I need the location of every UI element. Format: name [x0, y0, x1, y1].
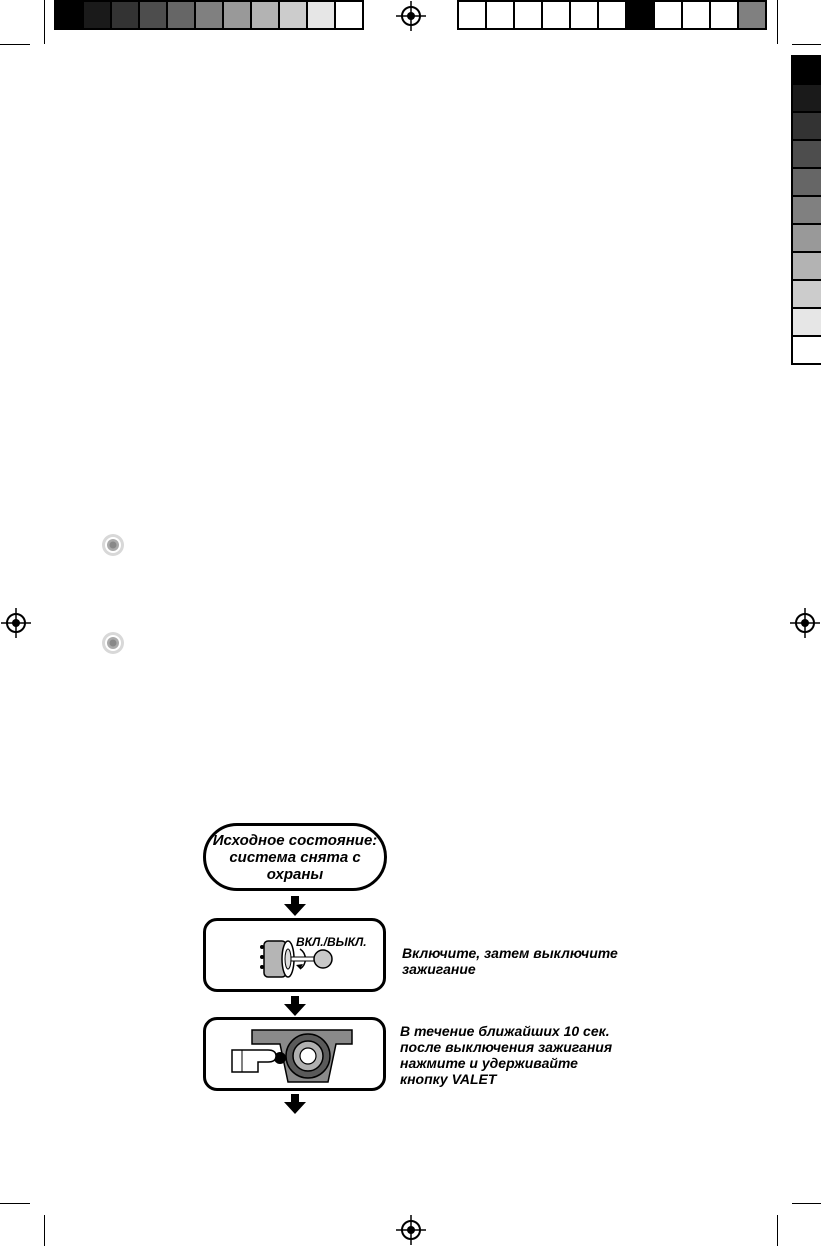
color-swatch	[793, 253, 821, 281]
color-swatch	[280, 2, 308, 28]
start-text-line: Исходное состояние:	[212, 831, 378, 849]
crop-mark	[0, 44, 30, 45]
registration-mark-icon	[396, 1, 426, 31]
crop-mark	[777, 0, 778, 44]
color-swatch	[711, 2, 739, 28]
color-swatch	[793, 281, 821, 309]
flow-step-ignition	[203, 918, 386, 992]
color-swatch	[599, 2, 627, 28]
color-swatch	[683, 2, 711, 28]
crop-mark	[792, 44, 821, 45]
step2-instruction	[400, 1023, 612, 1087]
step1-instruction	[402, 945, 618, 977]
concentric-circle-bullet-icon	[101, 533, 125, 557]
registration-mark-icon	[790, 608, 820, 638]
color-swatch	[793, 309, 821, 337]
down-arrow-icon	[284, 896, 306, 916]
crop-mark	[44, 1215, 45, 1246]
crop-mark	[777, 1215, 778, 1246]
color-swatch	[56, 2, 84, 28]
color-bar-top-right	[457, 0, 767, 30]
step2-text-line: нажмите и удерживайте	[400, 1055, 578, 1071]
flow-start-box	[203, 823, 387, 891]
color-swatch	[308, 2, 336, 28]
ignition-label: ВКЛ./ВЫКЛ.	[296, 935, 367, 949]
color-swatch	[627, 2, 655, 28]
color-swatch	[224, 2, 252, 28]
down-arrow-icon	[284, 1094, 306, 1114]
flow-step-valet	[203, 1017, 386, 1091]
color-swatch	[140, 2, 168, 28]
step2-text-line: после выключения зажигания	[400, 1039, 613, 1055]
down-arrow-icon	[284, 996, 306, 1016]
color-swatch	[793, 169, 821, 197]
crop-mark	[0, 1203, 30, 1204]
color-swatch	[793, 57, 821, 85]
crop-mark	[44, 0, 45, 44]
crop-mark	[792, 1203, 821, 1204]
color-swatch	[793, 85, 821, 113]
start-text-line: охраны	[266, 865, 324, 883]
color-swatch	[112, 2, 140, 28]
concentric-circle-bullet-icon	[101, 631, 125, 655]
valet-button-hand-icon	[228, 1026, 358, 1086]
color-swatch	[793, 225, 821, 253]
color-swatch	[571, 2, 599, 28]
step1-text-line: Включите, затем выключите	[402, 945, 618, 961]
color-swatch	[793, 113, 821, 141]
registration-mark-icon	[1, 608, 31, 638]
registration-mark-icon	[396, 1215, 426, 1245]
start-text-line: система снята с	[229, 848, 361, 866]
color-swatch	[196, 2, 224, 28]
color-swatch	[793, 197, 821, 225]
color-swatch	[487, 2, 515, 28]
color-swatch	[543, 2, 571, 28]
color-swatch	[793, 337, 821, 363]
color-swatch	[793, 141, 821, 169]
color-bar-top-left	[54, 0, 364, 30]
step2-text-line: В течение ближайших 10 сек.	[400, 1023, 610, 1039]
color-swatch	[459, 2, 487, 28]
step1-text-line: зажигание	[402, 961, 476, 977]
color-swatch	[655, 2, 683, 28]
color-swatch	[336, 2, 362, 28]
color-swatch	[739, 2, 765, 28]
step2-text-line: кнопку VALET	[400, 1071, 497, 1087]
color-swatch	[84, 2, 112, 28]
color-bar-side	[791, 55, 821, 365]
color-swatch	[252, 2, 280, 28]
color-swatch	[515, 2, 543, 28]
color-swatch	[168, 2, 196, 28]
